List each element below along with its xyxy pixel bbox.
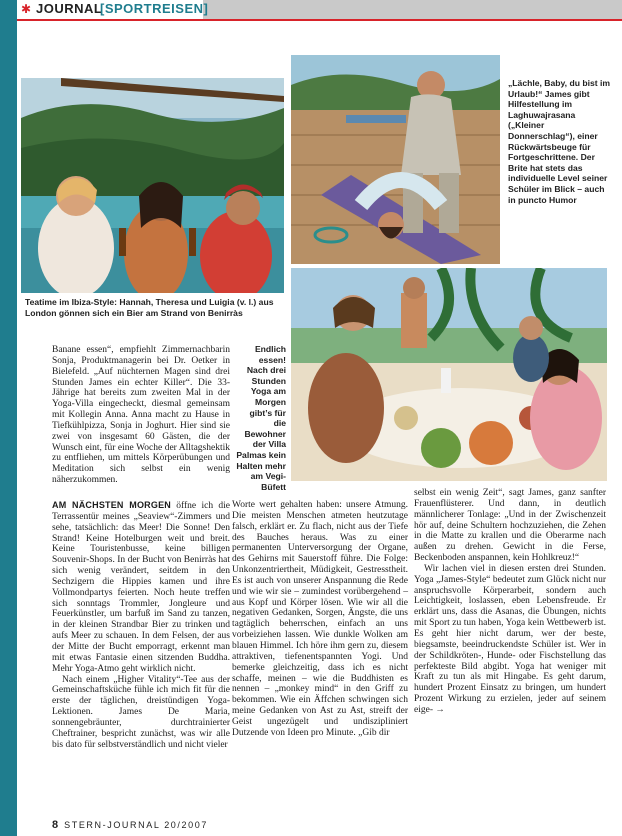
stern-star-icon: ✱ — [21, 2, 32, 16]
publication-name: STERN-JOURNAL 20/2007 — [64, 820, 208, 830]
photo-beach-toast — [21, 78, 284, 293]
photo-breakfast-group — [291, 268, 607, 481]
page-footer — [52, 819, 208, 831]
photo-caption-yoga: „Lächle, Baby, du bist im Urlaub!“ James gibt Hilfestellung im Laghuwajrasana („Kleiner Donnerschlag“), einer Rückwärtsbeuge für Fortgeschrittene. Der Brite hat stets das individuelle Level seiner Schüler im Blick – auch in puncto Humor — [508, 78, 611, 205]
paragraph-text: öffne ich die Terrassentür meines „Seaview“-Zimmers und sehe, tatsächlich: das Meer! Die Sonne! Den Strand! Keine Hotelburgen weit und breit. Keine Touristenbusse, keine billigen Souvenir-Shops. In der Bucht von Benirràs hat sich wenig verändert, seitdem in den Sechzigern die Hippies kamen und ihre Vollmondpartys feierten. Noch heute treffen sich sonntags Trommler, Jongleure und Feuerkünstler, um barfuß im Sand zu tanzen, in der kleinen Strandbar Bier zu trinken und aufs Meer zu schauen. In dem Felsen, der aus der Mitte der Bucht emporragt, erkennt man mit etwas Fantasie einen sitzenden Buddha. Mehr Yoga-Atmo geht wirklich nicht. — [52, 501, 230, 674]
header-grey-band — [203, 0, 622, 19]
header-red-rule — [17, 19, 622, 21]
article-column-2 — [232, 500, 408, 739]
article-column-1 — [52, 500, 230, 750]
section-label: [SPORTREISEN] — [100, 1, 209, 16]
article-paragraph: Nach einem „Higher Vitality“-Tee aus der Gemeinschaftsküche fühle ich mich fit für die erste der täglichen, dreistündigen Yoga-Lektionen. James De Maria, sonnengebräunter, durchtrainierter Cheftrainer, bespricht zunächst, was wir alle bis dato für selbstverständlich und nicht vieler — [52, 674, 230, 750]
lead-in-text: AM NÄCHSTEN MORGEN — [52, 500, 171, 510]
photo-yoga-backbend — [291, 55, 500, 264]
article-paragraph — [52, 500, 230, 675]
article-column-3 — [414, 488, 606, 716]
photo-caption-beach: Teatime im Ibiza-Style: Hannah, Theresa und Luigia (v. l.) aus London gönnen sich ein Bier am Strand von Benirràs — [25, 297, 274, 318]
journal-label: JOURNAL — [36, 1, 103, 16]
photo-caption-breakfast: Endlich essen! Nach drei Stunden Yoga am Morgen gibt’s für die Bewohner der Villa Palmas kein Halten mehr am Vegi-Büfett — [236, 344, 286, 492]
page-number: 8 — [52, 819, 59, 831]
sidebar-strip — [0, 0, 17, 836]
article-paragraph: Wir lachen viel in diesen ersten drei Stunden. Yoga „James-Style“ bedeutet zum Glück nicht nur anspruchsvolle Körperarbeit, sondern auch Leichtigkeit, loslassen, eben Lebensfreude. Er erklärt uns, dass die Asanas, die Übungen, nichts mit Sport zu tun haben, Yoga kein Wettbewerb ist. Es geht hier nicht darum, wer der beste, biegsamste, beeindruckendste Schüler ist. Wer in der Schildkröten-, Hunde- oder Fischstellung das perfekteste Bild abgibt. Yoga hat weniger mit Kraft zu tun als mit Hingabe. Es geht darum, hundert Prozent Einsatz zu bringen, um hundert Prozent Wirkung zu erzielen, jeder auf seinem eige- → — [414, 563, 606, 715]
article-paragraph: Worte wert gehalten haben: unsere Atmung. Die meisten Menschen atmeten heutzutage falsch, erklärt er. Zu flach, nicht aus der Tiefe des Bauches heraus. Was zu einer permanenten Unterversorgung der Organe, des Gehirns mit Sauerstoff führe. Die Folge: Unkonzentriertheit, Müdigkeit, Gestresstheit. Es ist auch von unserer Anspannung die Rede und wie wir sie – zumindest vorübergehend – aus Kopf und Körper lösen. Wie wir all die negativen Gedanken, Sorgen, Ängste, die uns tagtäglich beherrschen, einfach an uns vorbeiziehen lassen. Wie dunkle Wolken am blauen Himmel. Ich höre ihm gern zu, diesem attraktiven, tiefenentspannten Yogi. Und bemerke gleichzeitig, dass ich es nicht schaffe, meinen – wie die Buddhisten es nennen – „monkey mind“ in den Griff zu bekommen. Wie ein Äffchen schwingen sich meine Gedanken von Ast zu Ast, streift der Geist ungezügelt und undiszipliniert Dutzende von Ideen pro Minute. „Gib dir — [232, 500, 408, 738]
article-paragraph: selbst ein wenig Zeit“, sagt James, ganz sanfter Frauenflüsterer. Und dann, in deutlich männlicherer Tonlage: „Und in der Zwischenzeit hör auf, deine Schultern hochzuziehen, die Zehen in die Matte zu krallen und die Oberarme nach außen zu drehen. Gewicht in die Ferse, Beckenboden anspannen, kein Hohlkreuz!“ — [414, 488, 606, 564]
article-intro — [52, 345, 230, 486]
article-paragraph: Banane essen“, empfiehlt Zimmernachbarin Sonja, Produktmanagerin bei Dr. Oetker in Bielefeld. „Auf nüchternen Magen sind drei Stunden James ein echter Killer“. Die 33-Jährige hat bereits zum zweiten Mal in der Yoga-Villa eingecheckt, diesmal gemeinsam mit Kollegin Anna. Anna macht zu Hause in Tiefkühlpizza, Sonja in Joghurt. Hier sind sie zwei von insgesamt 60 Gästen, die der Wunsch eint, für eine Woche der Alltagshektik zu entfliehen, um mittels Körperübungen und Meditation sich selbst ein wenig näherzukommen. — [52, 345, 230, 486]
